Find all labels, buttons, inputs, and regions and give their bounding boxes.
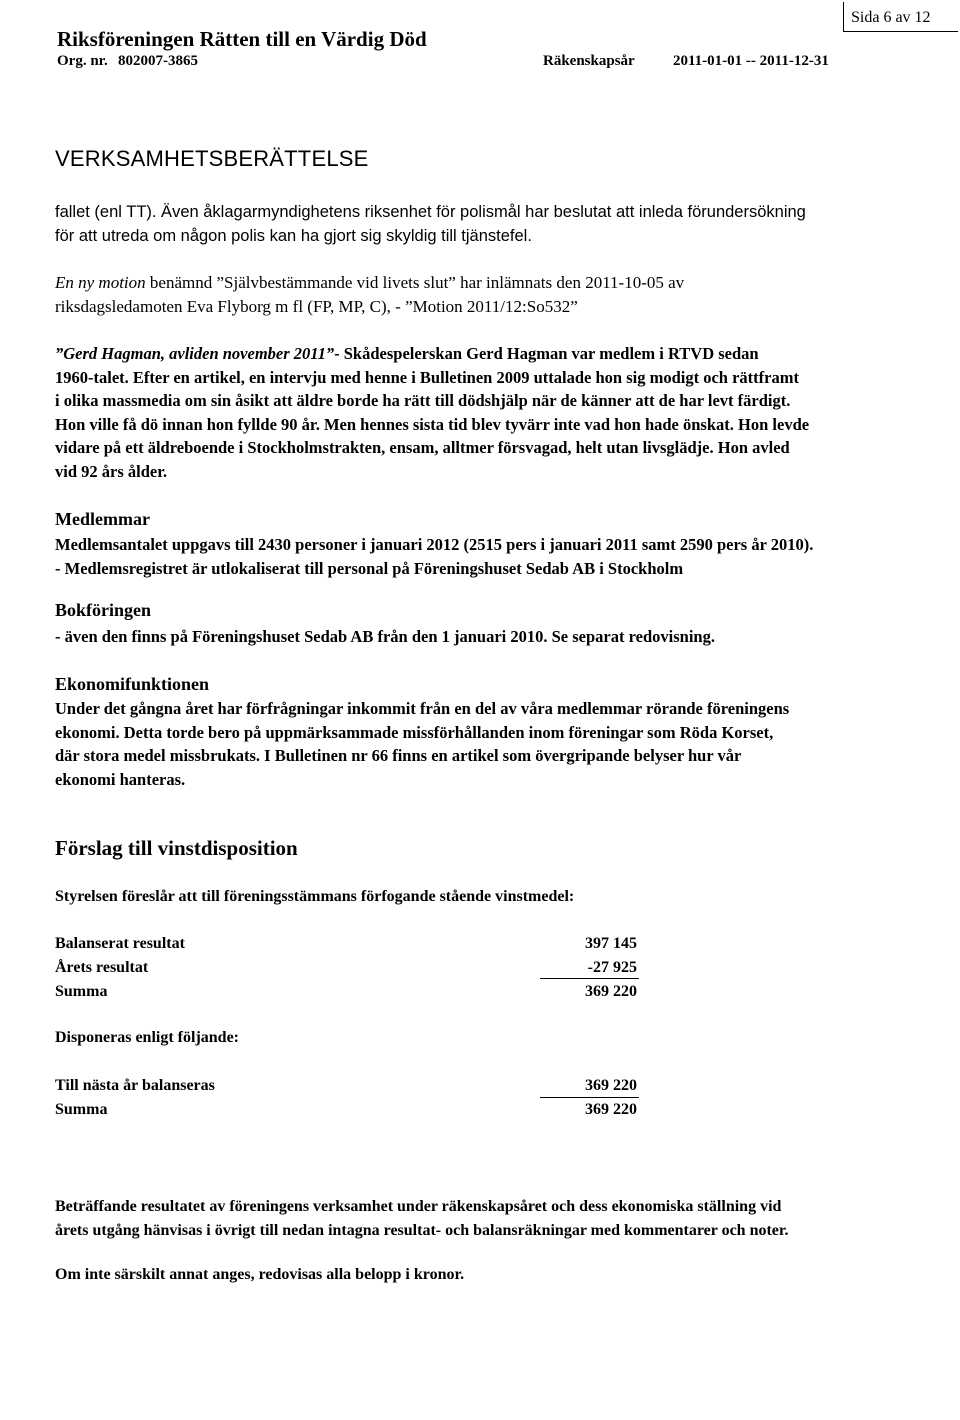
motion-line: benämnd ”Självbestämmande vid livets slut” har inlämnats den 2011-10-05 av [145, 273, 685, 292]
motion-lead: En ny motion [55, 273, 146, 292]
page-number: Sida 6 av 12 [851, 9, 931, 26]
disposition-row-label: Till nästa år balanseras [55, 1077, 215, 1094]
hagman-line: - Skådespelerskan Gerd Hagman var medlem i RTVD sedan [334, 344, 759, 363]
members-heading: Medlemmar [55, 509, 150, 529]
motion-paragraph [55, 271, 684, 318]
sum-divider [540, 1097, 639, 1098]
intro-line: fallet (enl TT). Även åklagarmyndighetens riksenhet för polismål har beslutat att inleda förundersökning [55, 203, 806, 221]
disposition-row-value: 369 220 [585, 1101, 637, 1118]
closing-line: årets utgång hänvisas i övrigt till nedan intagna resultat- och balansräkningar med kommentarer och noter. [55, 1222, 789, 1239]
closing-note: Om inte särskilt annat anges, redovisas alla belopp i kronor. [55, 1266, 465, 1283]
economy-line: Under det gångna året har förfrågningar inkommit från en del av våra medlemmar rörande föreningens [55, 699, 790, 718]
disposition-row-label: Summa [55, 1101, 108, 1118]
balance-row-value: -27 925 [587, 959, 637, 976]
members-line: - Medlemsregistret är utlokaliserat till personal på Föreningshuset Sedab AB i Stockholm [55, 558, 684, 578]
economy-line: ekonomi hanteras. [55, 769, 186, 789]
org-nr-label: Org. nr. [57, 53, 108, 69]
economy-line: ekonomi. Detta torde bero på uppmärksammade missförhållanden inom föreningar som Röda Korset, [55, 722, 774, 742]
proposal-heading: Förslag till vinstdisposition [55, 836, 298, 860]
disposition-heading: Disponeras enligt följande: [55, 1029, 239, 1046]
balance-row-label: Balanserat resultat [55, 935, 185, 952]
bookkeeping-line: - även den finns på Föreningshuset Sedab AB från den 1 januari 2010. Se separat redovisning. [55, 627, 715, 646]
intro-paragraph [55, 201, 806, 248]
balance-row-label: Årets resultat [55, 959, 149, 976]
members-paragraph [55, 533, 813, 580]
sum-divider [540, 978, 639, 979]
economy-line: där stora medel missbrukats. I Bulletinen nr 66 finns en artikel som övergripande belyser hur vår [55, 746, 742, 765]
fiscal-year-label: Räkenskapsår [543, 53, 635, 69]
hagman-line: i olika massmedia om sin åsikt att äldre borde ha rätt till dödshjälp när de känner att de har levt färdigt. [55, 391, 791, 410]
hagman-paragraph [55, 342, 809, 483]
bookkeeping-paragraph [55, 625, 715, 649]
disposition-row-value: 369 220 [585, 1077, 637, 1094]
section-title: VERKSAMHETSBERÄTTELSE [55, 146, 369, 171]
balance-row-label: Summa [55, 983, 108, 1000]
hagman-line: 1960-talet. Efter en artikel, en intervju med henne i Bulletinen 2009 uttalade hon sig modigt och rättframt [55, 367, 799, 387]
hagman-line: vidare på ett äldreboende i Stockholmstrakten, ensam, alltmer försvagad, helt utan livsglädje. Hon avled [55, 438, 790, 457]
closing-paragraph [55, 1195, 789, 1243]
org-nr-value: 802007-3865 [118, 53, 198, 69]
hagman-line: Hon ville få dö innan hon fyllde 90 år. Men hennes sista tid blev tyvärr inte vad hon hade önskat. Hon levde [55, 414, 810, 434]
members-line: Medlemsantalet uppgavs till 2430 personer i januari 2012 (2515 pers i januari 2011 samt 2590 pers år 2010). [55, 535, 814, 554]
organization-name: Riksföreningen Rätten till en Värdig Död [57, 27, 427, 51]
hagman-lead: ”Gerd Hagman, avliden november 2011” [55, 344, 335, 363]
closing-line: Beträffande resultatet av föreningens verksamhet under räkenskapsåret och dess ekonomiska ställning vid [55, 1198, 782, 1215]
economy-paragraph [55, 697, 789, 791]
hagman-line: vid 92 års ålder. [55, 461, 168, 481]
fiscal-year-value: 2011-01-01 -- 2011-12-31 [673, 53, 829, 69]
balance-row-value: 369 220 [585, 983, 637, 1000]
intro-line: för att utreda om någon polis kan ha gjort sig skyldig till tjänstefel. [55, 226, 532, 245]
bookkeeping-heading: Bokföringen [55, 600, 152, 620]
motion-line: riksdagsledamoten Eva Flyborg m fl (FP, MP, C), - ”Motion 2011/12:So532” [55, 296, 578, 316]
proposal-intro: Styrelsen föreslår att till föreningsstämmans förfogande stående vinstmedel: [55, 888, 575, 905]
balance-row-value: 397 145 [585, 935, 637, 952]
economy-heading: Ekonomifunktionen [55, 674, 210, 694]
